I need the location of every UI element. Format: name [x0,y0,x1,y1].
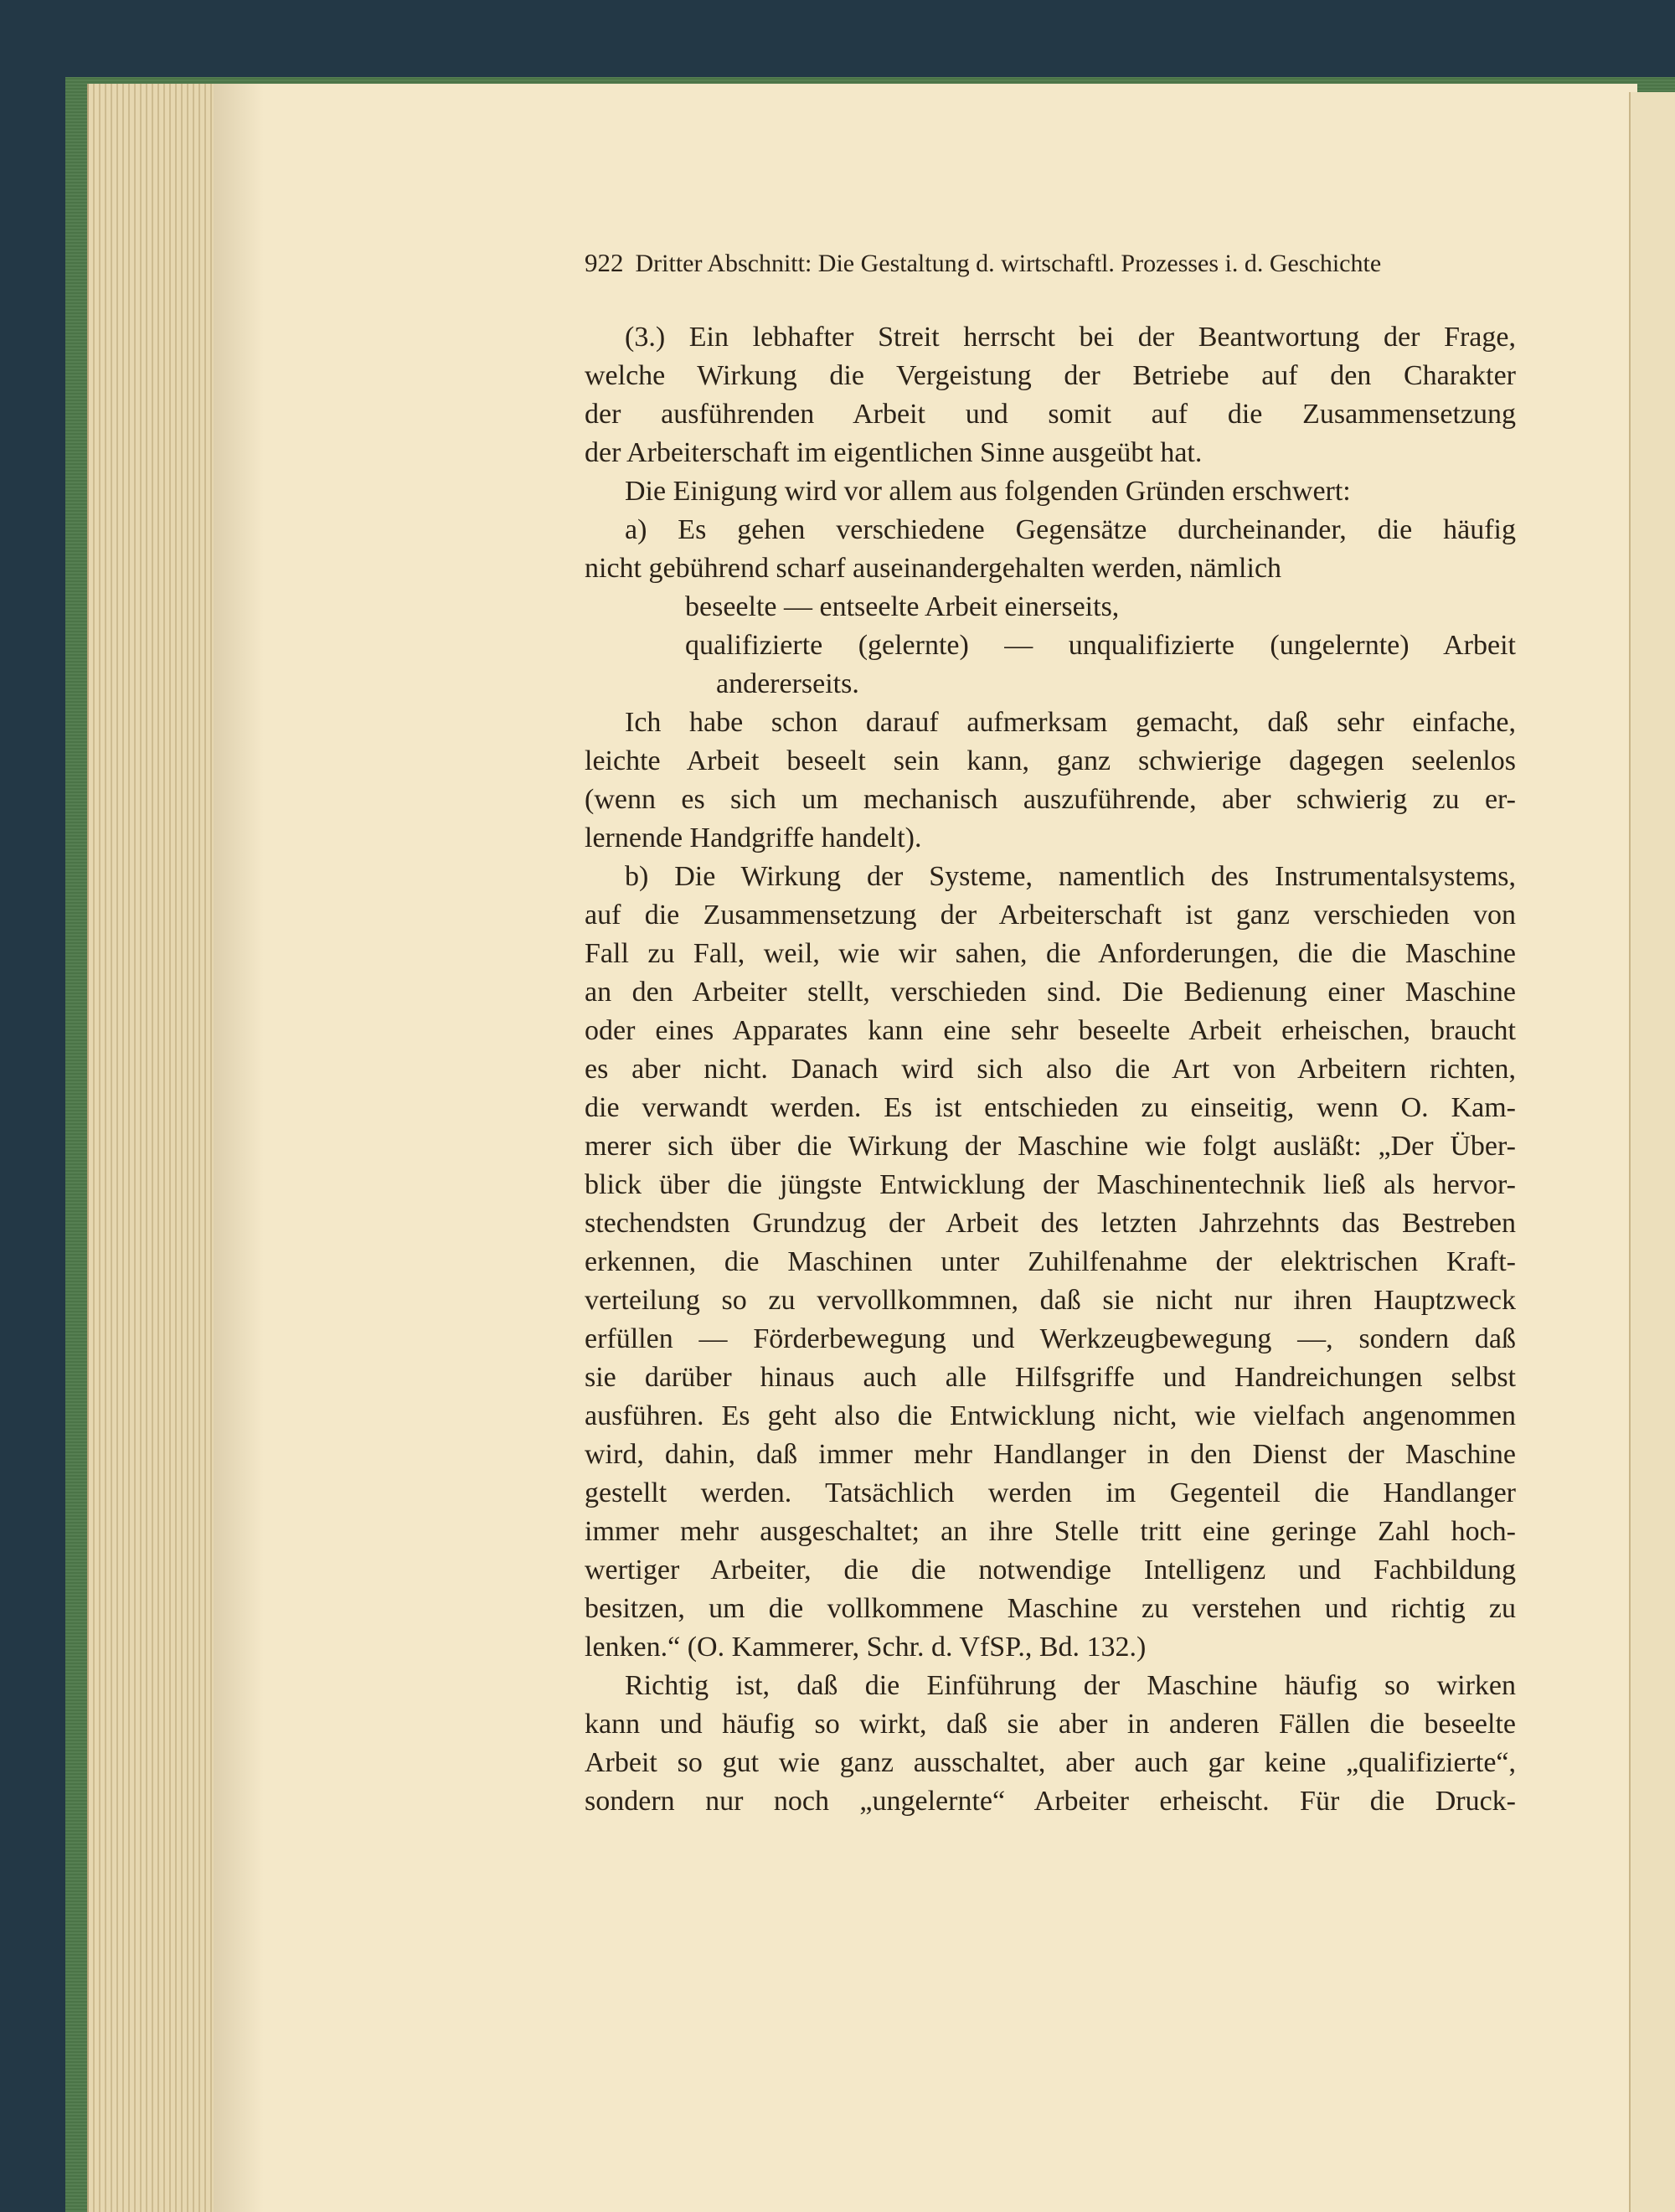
text-line: andererseits. [716,668,859,699]
text-line: besitzen, um die vollkommene Maschine zu verstehen und richtig zu [585,1593,1516,1624]
text-line: blick über die jüngste Entwicklung der Maschinentechnik ließ als hervor- [585,1169,1516,1200]
running-title: Dritter Abschnitt: Die Gestaltung d. wirtschaftl. Prozesses i. d. Geschichte [635,250,1382,277]
text-line: gestellt werden. Tatsächlich werden im Gegenteil die Handlanger [585,1477,1516,1508]
text-line: qualifizierte (gelernte) — unqualifizierte (ungelernte) Arbeit [685,630,1516,661]
text-line: auf die Zusammensetzung der Arbeiterschaft ist ganz verschieden von [585,900,1516,931]
text-line: wird, dahin, daß immer mehr Handlanger in den Dienst der Maschine [585,1439,1516,1470]
text-line: lenken.“ (O. Kammerer, Schr. d. VfSP., Bd. 132.) [585,1632,1147,1663]
text-line: lernende Handgriffe handelt). [585,822,922,853]
text-line: Richtig ist, daß die Einführung der Maschine häufig so wirken [625,1670,1516,1701]
page-body [585,318,1516,1821]
text-line: leichte Arbeit beseelt sein kann, ganz schwierige dagegen seelenlos [585,745,1516,776]
text-line: merer sich über die Wirkung der Maschine wie folgt ausläßt: „Der Über- [585,1131,1516,1162]
text-line: stechendsten Grundzug der Arbeit des letzten Jahrzehnts das Bestreben [585,1208,1516,1239]
text-line: nicht gebührend scharf auseinandergehalten werden, nämlich [585,553,1282,584]
facing-page-edge [1629,92,1675,2212]
text-line: erkennen, die Maschinen unter Zuhilfenahme der elektrischen Kraft- [585,1246,1516,1277]
text-line: Fall zu Fall, weil, wie wir sahen, die Anforderungen, die die Maschine [585,938,1516,969]
text-line: sie darüber hinaus auch alle Hilfsgriffe und Handreichungen selbst [585,1362,1516,1393]
text-line: ausführen. Es geht also die Entwicklung nicht, wie vielfach angenommen [585,1400,1516,1431]
text-line: wertiger Arbeiter, die die notwendige Intelligenz und Fachbildung [585,1555,1516,1586]
text-line: a) Es gehen verschiedene Gegensätze durcheinander, die häufig [625,514,1516,545]
text-line: b) Die Wirkung der Systeme, namentlich des Instrumentalsystems, [625,861,1516,892]
text-line: beseelte — entseelte Arbeit einerseits, [685,591,1120,622]
text-line: an den Arbeiter stellt, verschieden sind. Die Bedienung einer Maschine [585,977,1516,1008]
text-line: immer mehr ausgeschaltet; an ihre Stelle tritt eine geringe Zahl hoch- [585,1516,1516,1547]
text-line: es aber nicht. Danach wird sich also die Art von Arbeitern richten, [585,1054,1516,1085]
text-line: verteilung so zu vervollkommnen, daß sie nicht nur ihren Hauptzweck [585,1285,1516,1316]
page-number: 922 [585,248,624,277]
text-line: kann und häufig so wirkt, daß sie aber in anderen Fällen die beseelte [585,1709,1516,1740]
text-line: oder eines Apparates kann eine sehr beseelte Arbeit erheischen, braucht [585,1015,1516,1046]
text-line: (wenn es sich um mechanisch auszuführende, aber schwierig zu er- [585,784,1516,815]
text-line: die verwandt werden. Es ist entschieden zu einseitig, wenn O. Kam- [585,1092,1516,1123]
text-line: der ausführenden Arbeit und somit auf die Zusammensetzung [585,399,1516,430]
text-line: der Arbeiterschaft im eigentlichen Sinne ausgeübt hat. [585,437,1203,468]
text-line: Die Einigung wird vor allem aus folgenden Gründen erschwert: [625,476,1351,507]
running-header [585,248,1516,285]
page-edges [87,84,219,2212]
text-line: erfüllen — Förderbewegung und Werkzeugbewegung —, sondern daß [585,1323,1516,1354]
text-line: Ich habe schon darauf aufmerksam gemacht, daß sehr einfache, [625,707,1516,738]
text-line: welche Wirkung die Vergeistung der Betriebe auf den Charakter [585,360,1516,391]
text-line: sondern nur noch „ungelernte“ Arbeiter erheischt. Für die Druck- [585,1786,1516,1817]
text-line: (3.) Ein lebhafter Streit herrscht bei der Beantwortung der Frage, [625,322,1516,353]
text-line: Arbeit so gut wie ganz ausschaltet, aber auch gar keine „qualifizierte“, [585,1747,1516,1778]
